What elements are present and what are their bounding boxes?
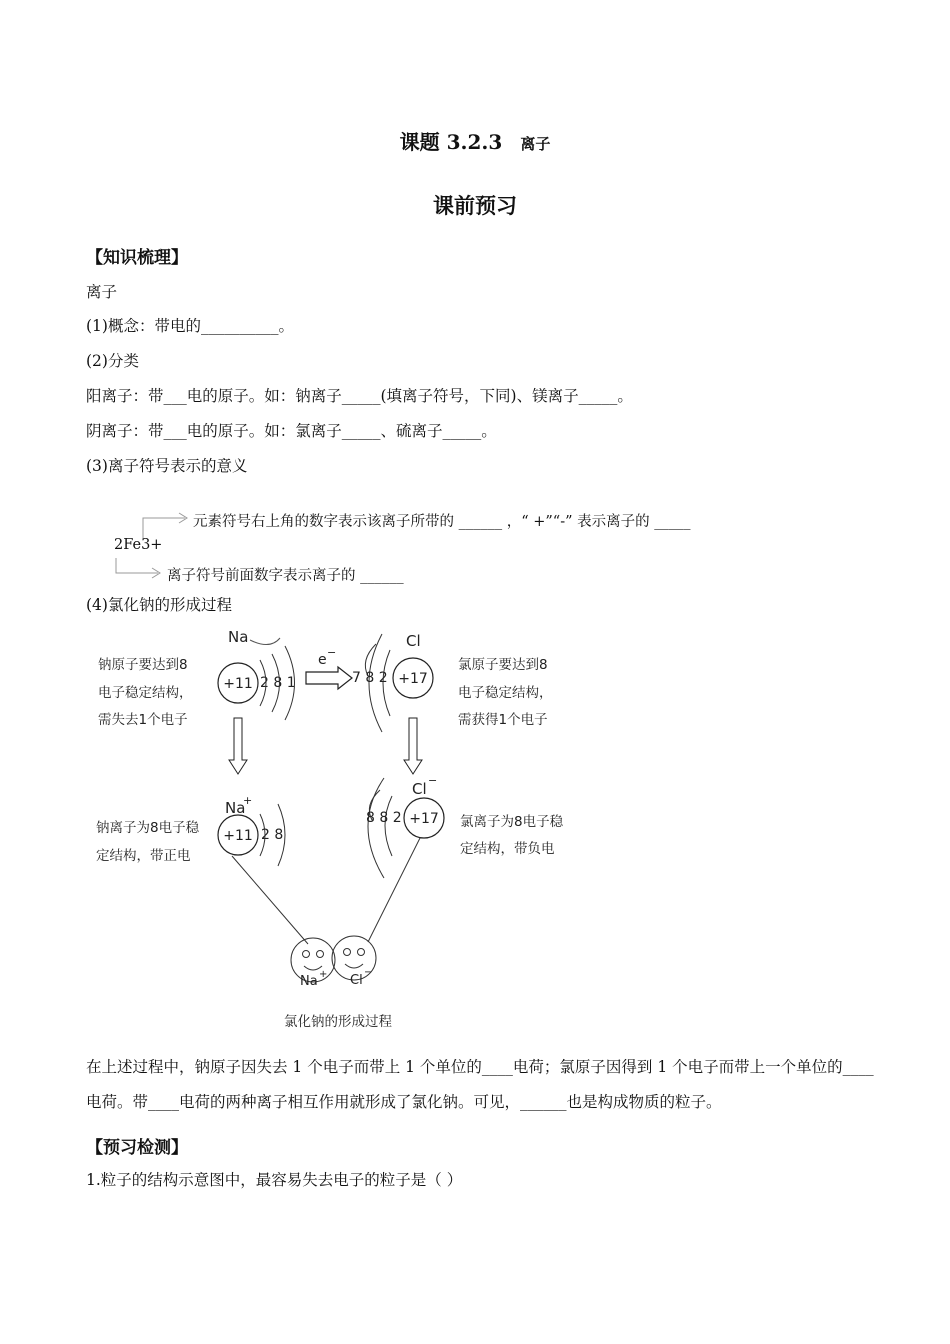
na-note-line: 钠原子要达到8 [98, 657, 188, 673]
na-ion-shells: 2 8 [261, 827, 284, 843]
text-line: (4)氯化钠的形成过程 [86, 596, 232, 614]
question-1: 1.粒子的结构示意图中，最容易失去电子的粒子是（ ） [86, 1171, 463, 1189]
na-ion-nucleus: +11 [223, 828, 253, 844]
cl-ion-note-line: 定结构，带负电 [460, 841, 555, 857]
electron-shell-arc [250, 638, 280, 645]
electron-shell-arc [368, 778, 384, 878]
text-line: 阳离子：带___电的原子。如：钠离子_____(填离子符号，下同)、镁离子_____。 [86, 387, 633, 405]
na-note-line: 电子稳定结构， [98, 685, 193, 701]
text-line: (1)概念：带电的__________。 [86, 317, 294, 335]
eye-icon [344, 949, 351, 956]
na-shells: 2 8 1 [260, 675, 296, 691]
ion-symbol: 2Fe3+ [114, 537, 163, 553]
cl-shells: 7 8 2 [352, 670, 388, 686]
cl-nucleus: +17 [398, 671, 428, 687]
bottom-na-label: Na [300, 974, 318, 989]
annotation-bottom: 离子符号前面数字表示离子的 ______ [167, 568, 404, 584]
check-heading: 【预习检测】 [86, 1138, 188, 1158]
bottom-na-sign: + [319, 969, 328, 980]
eye-icon [358, 949, 365, 956]
na-ion-note-line: 钠离子为8电子稳 [96, 820, 200, 836]
knowledge-heading: 【知识梳理】 [86, 248, 188, 268]
cl-note-line: 需获得1个电子 [458, 712, 548, 728]
down-arrow-icon [229, 718, 247, 774]
down-arrow-icon [404, 718, 422, 774]
cl-ion-shells: 8 8 2 [366, 810, 402, 826]
na-ion-sign: + [243, 794, 253, 807]
cl-ion-label: Cl [412, 780, 427, 798]
summary-paragraph: 在上述过程中，钠原子因失去 1 个电子而带上 1 个单位的____电荷；氯原子因得到 1 个电子而带上一个单位的____电荷。带____电荷的两种离子相互作用就形成了氯化钠。可见，______也是构成物质的粒子。 [86, 1058, 874, 1111]
diagram-caption: 氯化钠的形成过程 [284, 1014, 392, 1030]
electron-shell-arc [385, 796, 392, 856]
section-subtitle: 课前预习 [433, 193, 517, 218]
eye-icon [317, 951, 324, 958]
text-line: 离子 [86, 283, 118, 301]
annotation-top: 元素符号右上角的数字表示该离子所带的 ______ ，“ +”“-” 表示离子的 _____ [193, 514, 691, 530]
cl-ion-sign: − [428, 774, 438, 787]
cl-label: Cl [406, 632, 421, 650]
cl-ion-nucleus: +17 [409, 811, 439, 827]
na-ion-label: Na [225, 799, 246, 817]
text-line: 阴离子：带___电的原子。如：氯离子_____、硫离子_____。 [86, 422, 497, 440]
na-label: Na [228, 628, 249, 646]
transfer-arrow-icon [306, 667, 352, 689]
nacl-formation-diagram [80, 620, 600, 1040]
smile-icon [345, 964, 363, 968]
text-line: (2)分类 [86, 352, 139, 370]
na-ion-note-line: 定结构，带正电 [96, 848, 191, 864]
bottom-cl-label: Cl [350, 973, 363, 988]
connector-line [232, 856, 308, 944]
electron-label: e [318, 652, 327, 668]
cl-note-line: 电子稳定结构， [458, 685, 553, 701]
bottom-cl-sign: − [364, 967, 373, 978]
na-nucleus: +11 [223, 676, 253, 692]
eye-icon [303, 951, 310, 958]
lesson-number: 课题 3.2.3 [399, 130, 503, 154]
lesson-title [0, 126, 950, 155]
electron-sign: − [327, 646, 337, 659]
na-note-line: 需失去1个电子 [98, 712, 188, 728]
cl-ion-note-line: 氯离子为8电子稳 [460, 814, 564, 830]
cl-note-line: 氯原子要达到8 [458, 657, 548, 673]
connector-line [368, 838, 420, 942]
text-line: (3)离子符号表示的意义 [86, 457, 248, 475]
lesson-topic: 离子 [520, 135, 551, 153]
